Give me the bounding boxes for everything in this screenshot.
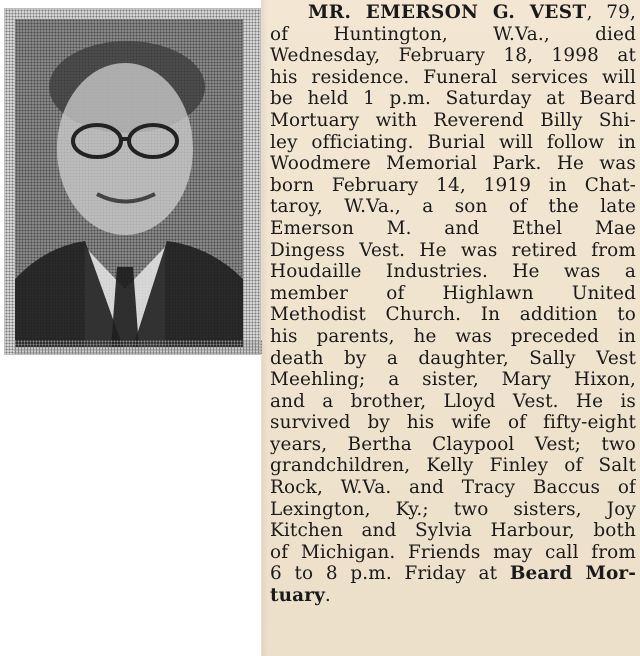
- newspaper-clipping: [262, 0, 640, 656]
- portrait-figure-icon: [15, 19, 243, 347]
- obituary-line: grandchildren, Kelly Finley of Salt: [270, 455, 636, 477]
- obituary-line: Rock, W.Va. and Tracy Baccus of: [270, 477, 636, 499]
- obituary-line: Kitchen and Sylvia Harbour, both: [270, 520, 636, 542]
- obituary-line: member of Highlawn United: [270, 282, 636, 304]
- obituary-line: Wednesday, February 18, 1998 at: [270, 45, 636, 67]
- obituary-line: Emerson M. and Ethel Mae: [270, 217, 636, 239]
- obituary-line: MR. EMERSON G. VEST, 79,: [308, 2, 636, 23]
- obituary-line: of Michigan. Friends may call from: [270, 541, 636, 563]
- portrait-photo: [15, 19, 243, 347]
- obituary-line: Woodmere Memorial Park. He was: [270, 153, 636, 175]
- obituary-text: [270, 2, 636, 607]
- obituary-line: Meehling; a sister, Mary Hixon,: [270, 369, 636, 391]
- mortuary-name-end: tuary: [270, 585, 325, 607]
- obituary-line: Mortuary with Reverend Billy Shi-: [270, 109, 636, 131]
- obituary-line: his residence. Funeral services will: [270, 66, 636, 88]
- obituary-line: survived by his wife of fifty-eight: [270, 412, 636, 434]
- obituary-line: be held 1 p.m. Saturday at Beard: [270, 88, 636, 110]
- obituary-line: years, Bertha Claypool Vest; two: [270, 433, 636, 455]
- obituary-line: tuary.: [270, 585, 331, 607]
- obituary-line: Houdaille Industries. He was a: [270, 261, 636, 283]
- obituary-line: taroy, W.Va., a son of the late: [270, 196, 636, 218]
- obituary-line: and a brother, Lloyd Vest. He is: [270, 390, 636, 412]
- deceased-name: MR. EMERSON G. VEST: [308, 2, 587, 23]
- obituary-line: born February 14, 1919 in Chat-: [270, 174, 636, 196]
- photo-frame: [4, 8, 261, 355]
- obituary-line: 6 to 8 p.m. Friday at Beard Mor-: [270, 563, 636, 585]
- obituary-line: of Huntington, W.Va., died: [270, 23, 636, 45]
- obituary-line: death by a daughter, Sally Vest: [270, 347, 636, 369]
- photo-shadow: [14, 340, 264, 354]
- obituary-line: ley officiating. Burial will follow in: [270, 131, 636, 153]
- obituary-line: his parents, he was preceded in: [270, 325, 636, 347]
- obituary-line: Methodist Church. In addition to: [270, 304, 636, 326]
- obituary-line: Lexington, Ky.; two sisters, Joy: [270, 498, 636, 520]
- mortuary-name: Beard Mor-: [509, 563, 636, 585]
- obituary-line: Dingess Vest. He was retired from: [270, 239, 636, 261]
